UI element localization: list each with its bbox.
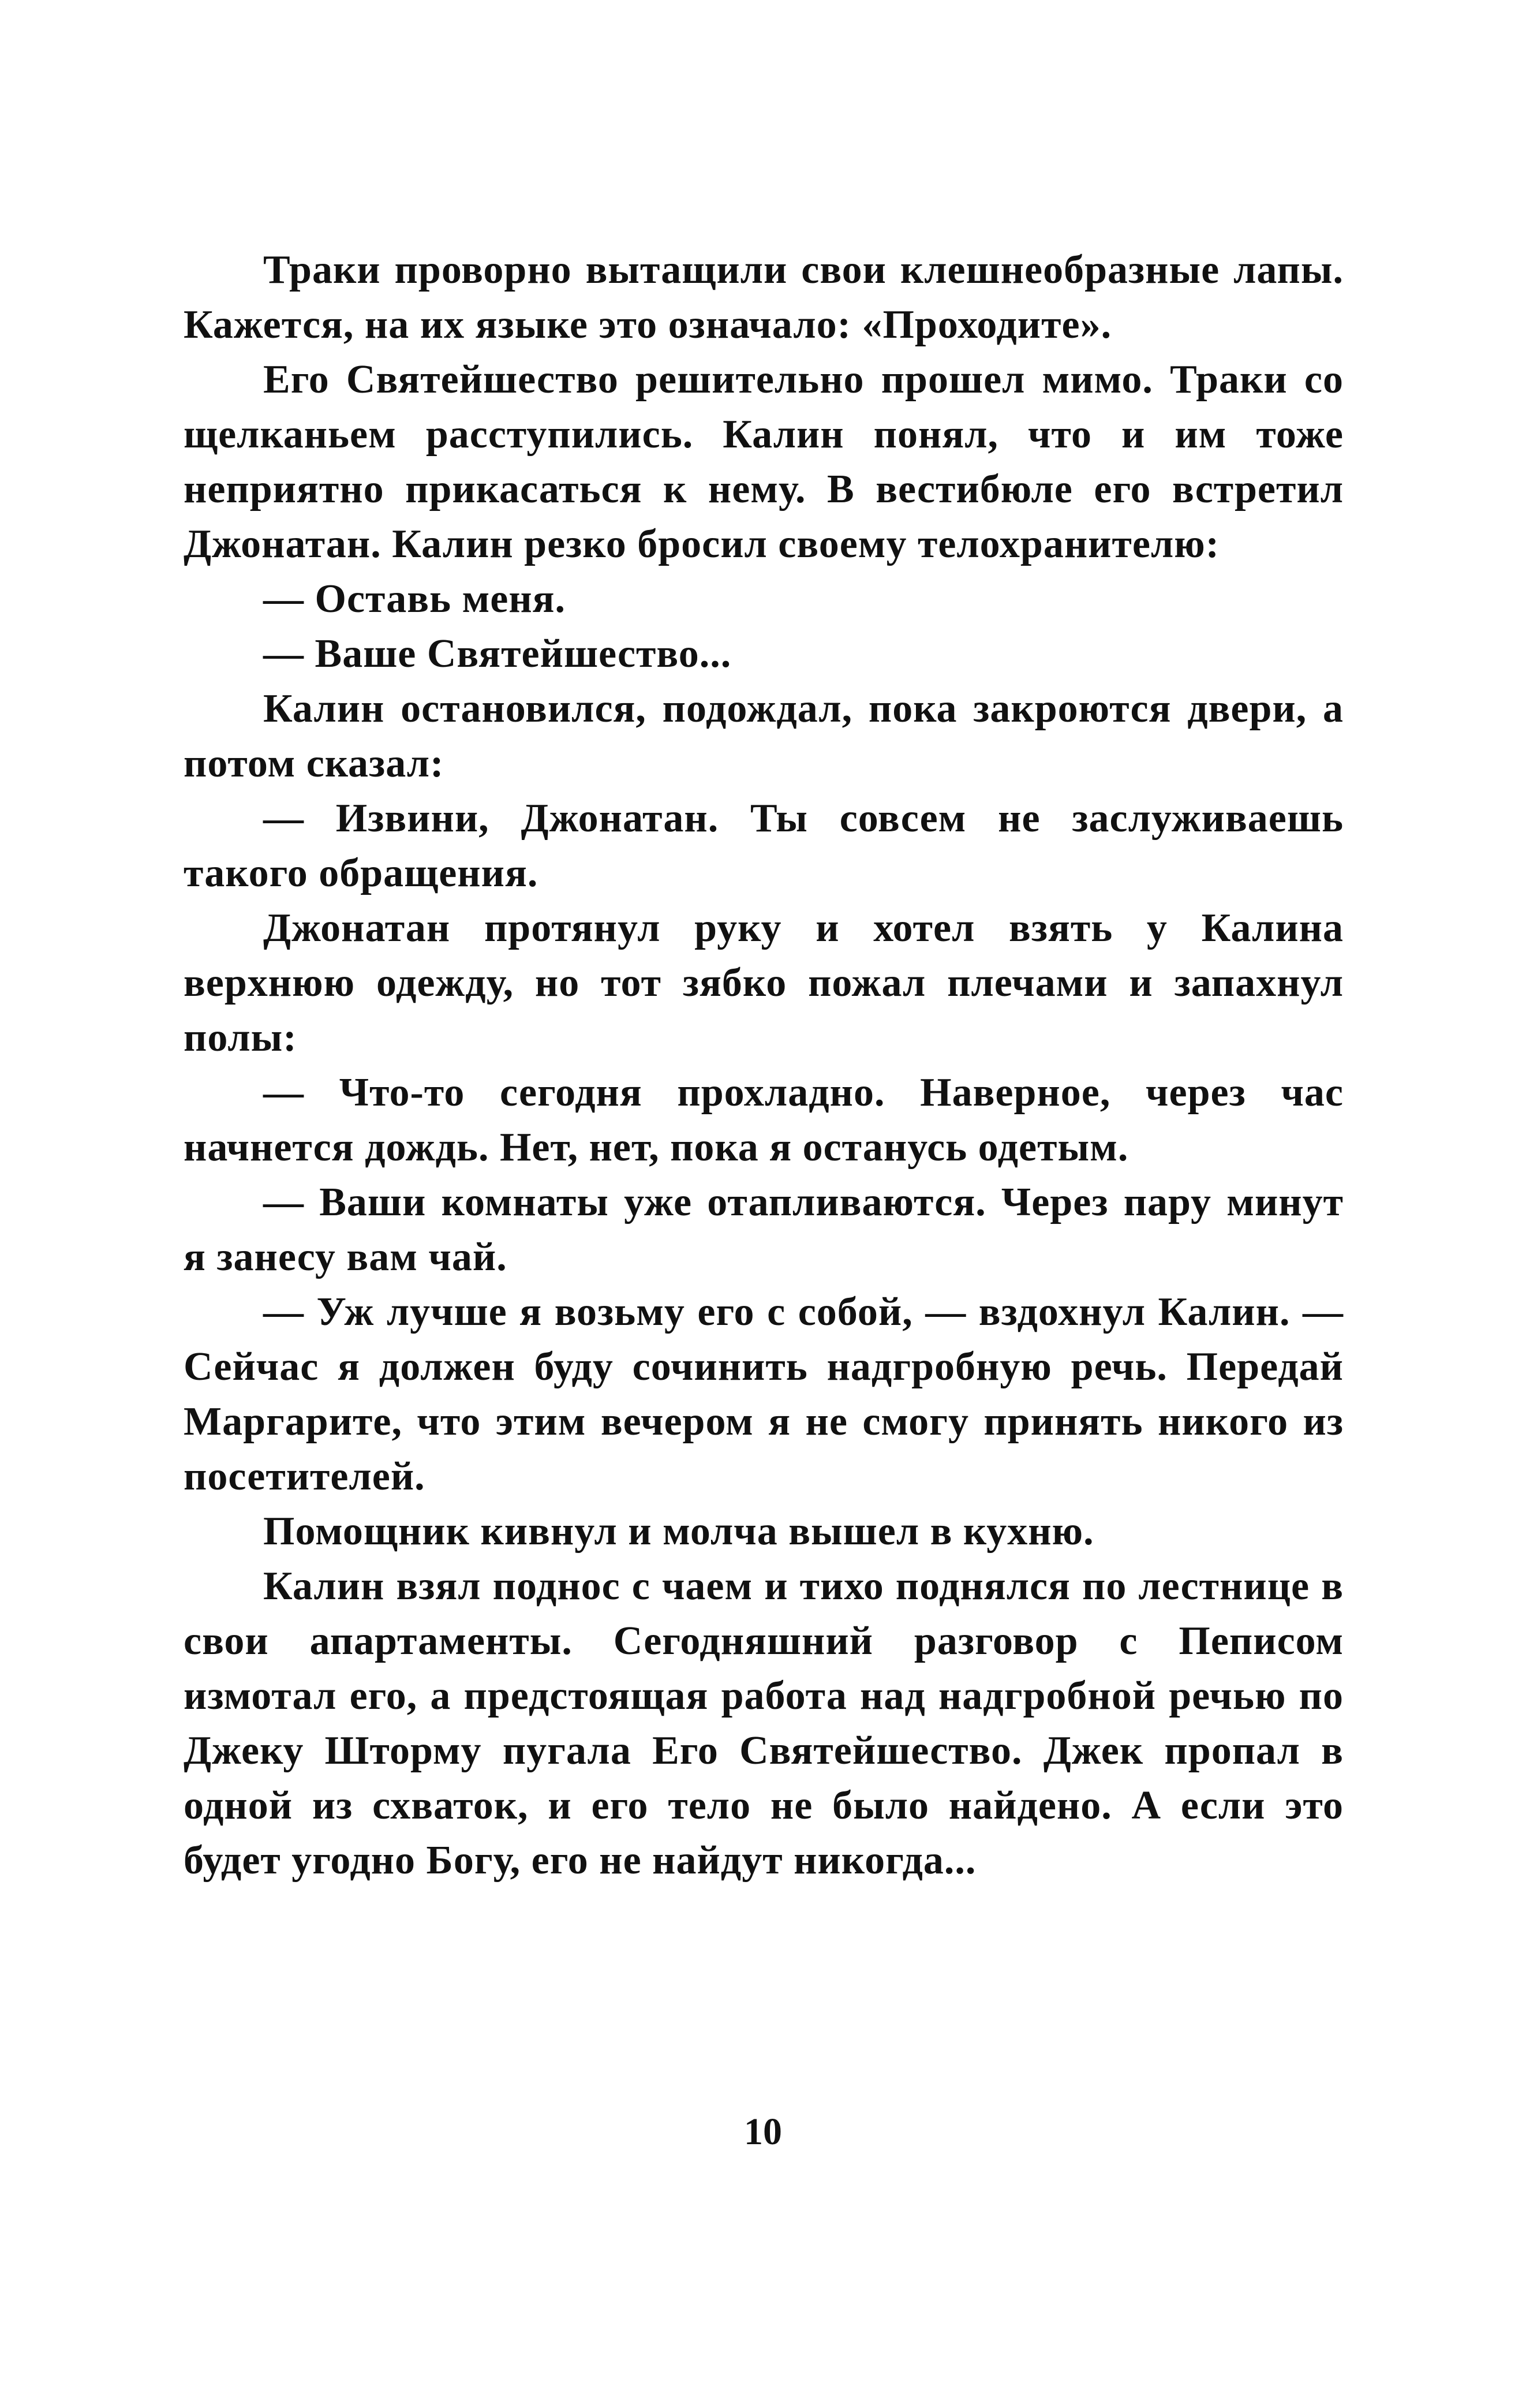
paragraph-8: — Что-то сегодня прохладно. Наверное, через час начнется дождь. Нет, нет, пока я останусь одетым. — [184, 1070, 1344, 1170]
paragraph-12: Калин взял поднос с чаем и тихо поднялся по лестнице в свои апартаменты. Сегодняшний разговор с Пеписом измотал его, а предстоящая работа над надгробной речью по Джеку Шторму пугала Его Святейшество. Джек пропал в одной из схваток, и его тело не было найдено. А если это будет угодно Богу, его не найдут никогда... — [184, 1564, 1344, 1883]
paragraph-6: — Извини, Джонатан. Ты совсем не заслуживаешь такого обращения. — [184, 796, 1344, 895]
page-number: 10 — [744, 2111, 782, 2153]
paragraph-5: Калин остановился, подождал, пока закроются двери, а потом сказал: — [184, 686, 1344, 786]
paragraph-10: — Уж лучше я возьму его с собой, — вздохнул Калин. — Сейчас я должен буду сочинить надгробную речь. Передай Маргарите, что этим вечером я не смогу принять никого из посетителей. — [184, 1290, 1344, 1499]
page-body — [184, 242, 1344, 1888]
paragraph-9: — Ваши комнаты уже отапливаются. Через пару минут я занесу вам чай. — [184, 1180, 1344, 1279]
paragraph-3: — Оставь меня. — [263, 577, 566, 621]
paragraph-2: Его Святейшество решительно прошел мимо. Траки со щелканьем расступились. Калин понял, что и им тоже неприятно прикасаться к нему. В вестибюле его встретил Джонатан. Калин резко бросил своему телохранителю: — [184, 357, 1344, 566]
paragraph-4: — Ваше Святейшество... — [263, 632, 732, 676]
paragraph-7: Джонатан протянул руку и хотел взять у Калина верхнюю одежду, но тот зябко пожал плечами и запахнул полы: — [184, 906, 1344, 1060]
paragraph-1: Траки проворно вытащили свои клешнеобразные лапы. Кажется, на их языке это означало: «Проходите». — [184, 248, 1344, 347]
paragraph-11: Помощник кивнул и молча вышел в кухню. — [263, 1509, 1094, 1554]
